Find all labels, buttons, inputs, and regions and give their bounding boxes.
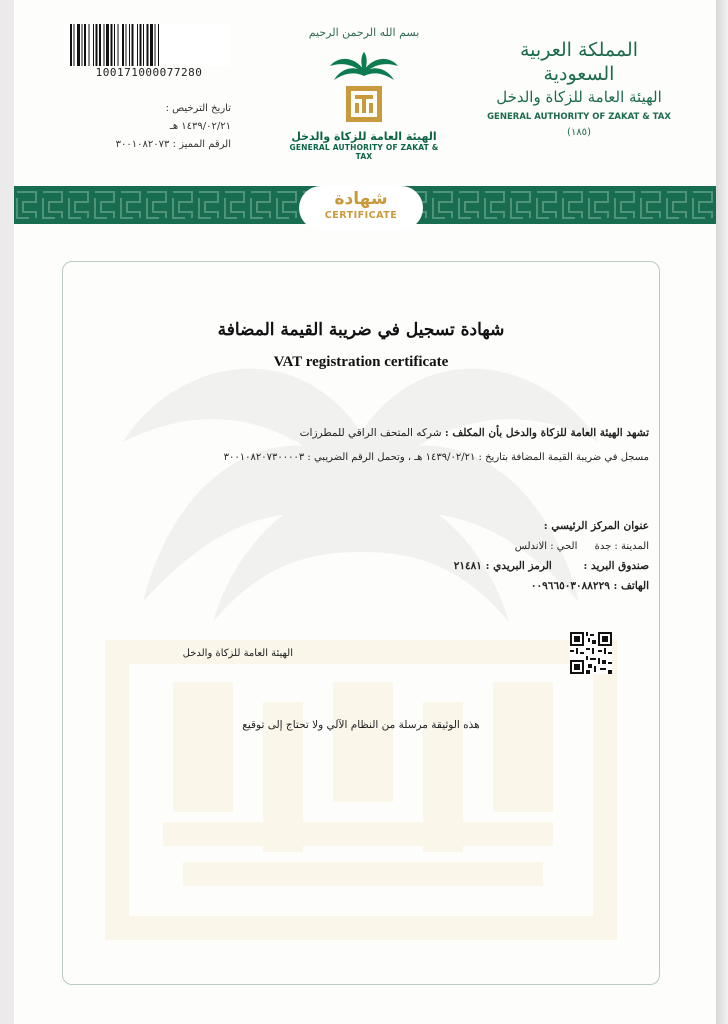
barcode-bar bbox=[99, 24, 101, 66]
kingdom-name: المملكة العربية السعودية bbox=[520, 39, 638, 85]
barcode-bar bbox=[84, 24, 86, 66]
logo-name-en: GENERAL AUTHORITY OF ZAKAT & TAX bbox=[289, 143, 439, 161]
barcode-bar bbox=[93, 24, 94, 66]
barcode-bar bbox=[118, 24, 119, 66]
barcode-bar bbox=[82, 24, 83, 66]
address-label: عنوان المركز الرئيسي : bbox=[543, 520, 649, 532]
badge-text-en: CERTIFICATE bbox=[324, 210, 398, 221]
license-meta bbox=[114, 100, 231, 154]
distinct-number: الرقم المميز : ٣٠٠١٠٨٢٠٧٣ bbox=[115, 139, 231, 150]
certificate-frame bbox=[62, 261, 660, 985]
barcode-bar bbox=[106, 24, 109, 66]
city: المدينة : جدة bbox=[594, 541, 649, 552]
barcode-bar bbox=[140, 24, 142, 66]
registration-line: مسجل في ضريبة القيمة المضافة بتاريخ : ١٤٣٩/٠٢/٢١ هـ ، وتحمل الرقم الضريبي : ٣٠٠١٠٨٢٠٧٣٠٠٠٠٣ bbox=[223, 452, 649, 463]
barcode-bar bbox=[70, 24, 72, 66]
phone: الهاتف : ٠٠٩٦٦٥٠٣٠٨٨٢٢٩ bbox=[530, 580, 649, 592]
barcode-bar bbox=[114, 24, 115, 66]
barcode-bar bbox=[96, 24, 98, 66]
bismillah: بسم الله الرحمن الرحيم bbox=[308, 26, 420, 39]
taxpayer-name: شركه المتحف الراقي للمطرزات bbox=[299, 427, 442, 439]
authority-header bbox=[484, 38, 674, 138]
badge-text-ar: شهادة bbox=[334, 189, 388, 209]
barcode-bar bbox=[111, 24, 113, 66]
license-date: تاريخ الترخيص : ١٤٣٩/٠٢/٢١ هـ bbox=[165, 103, 231, 132]
barcode-bar bbox=[89, 24, 90, 66]
barcode-bar bbox=[129, 24, 130, 66]
barcode-bars bbox=[68, 24, 230, 66]
attest-label: تشهد الهيئة العامة للزكاة والدخل بأن المكلف : bbox=[444, 427, 649, 439]
barcode-number: 100171000077280 bbox=[95, 66, 203, 79]
certificate-badge bbox=[299, 186, 423, 230]
certificate-title-en: VAT registration certificate bbox=[273, 354, 449, 370]
certificate-page bbox=[14, 0, 716, 1024]
postal-code: الرمز البريدي : ٢١٤٨١ bbox=[453, 560, 552, 572]
barcode-bar bbox=[143, 24, 144, 66]
barcode-bar bbox=[126, 24, 127, 66]
barcode-bar bbox=[122, 24, 124, 66]
barcode-bar bbox=[77, 24, 80, 66]
automated-notice: هذه الوثيقة مرسلة من النظام الآلي ولا تحتاج إلى توقيع bbox=[242, 719, 480, 731]
issuer-name: الهيئة العامة للزكاة والدخل bbox=[182, 648, 293, 659]
barcode-bar bbox=[158, 24, 159, 66]
pobox: صندوق البريد : bbox=[583, 560, 649, 572]
palm-logo-icon bbox=[324, 48, 404, 128]
barcode-bar bbox=[132, 24, 134, 66]
barcode-bar bbox=[104, 24, 105, 66]
barcode bbox=[68, 24, 230, 79]
zakat-logo bbox=[284, 26, 444, 161]
barcode-bar bbox=[74, 24, 75, 66]
postal-info bbox=[349, 560, 649, 572]
district: الحي : الاندلس bbox=[514, 541, 578, 552]
qr-code-icon bbox=[570, 632, 612, 674]
barcode-bar bbox=[155, 24, 156, 66]
page-edge-shadow bbox=[716, 0, 728, 1024]
logo-name-ar: الهيئة العامة للزكاة والدخل bbox=[291, 130, 437, 143]
certificate-title-ar: شهادة تسجيل في ضريبة القيمة المضافة bbox=[217, 320, 505, 340]
barcode-bar bbox=[137, 24, 138, 66]
attestation-line bbox=[169, 427, 649, 439]
barcode-bar bbox=[150, 24, 153, 66]
barcode-bar bbox=[147, 24, 149, 66]
authority-name-en: GENERAL AUTHORITY OF ZAKAT & TAX bbox=[487, 112, 671, 122]
city-district bbox=[349, 541, 649, 552]
authority-number: (١٨٥) bbox=[567, 127, 591, 138]
authority-name-ar: الهيئة العامة للزكاة والدخل bbox=[496, 88, 662, 106]
